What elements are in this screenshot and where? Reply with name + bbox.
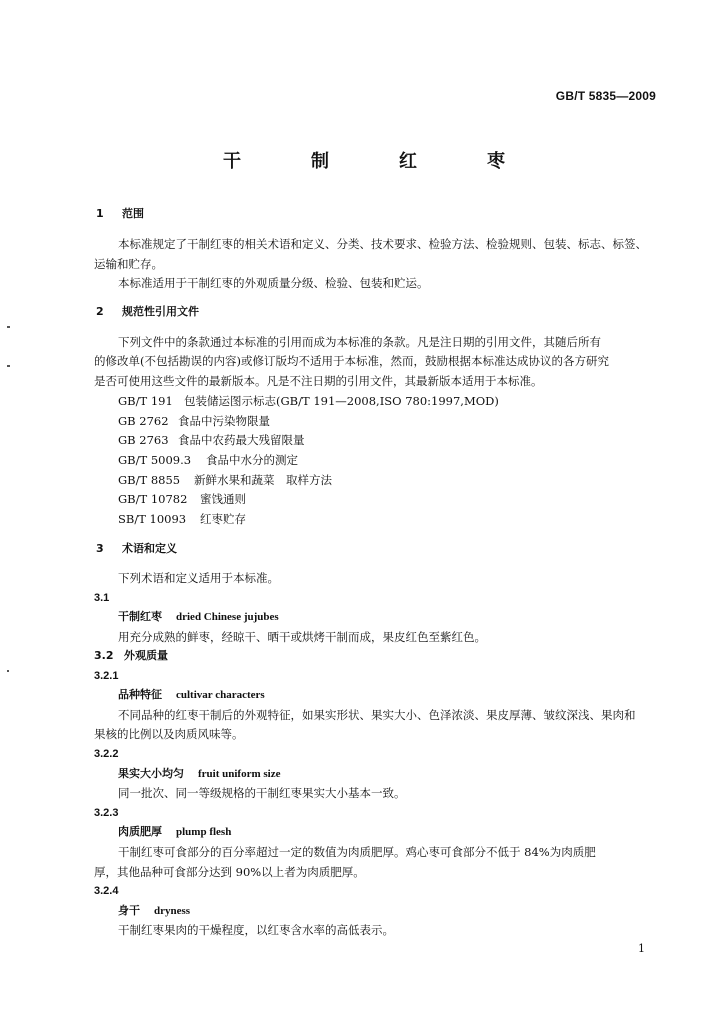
clause-3-2-1-definition-line-1: 不同品种的红枣干制后的外观特征，如果实形状、果实大小、色泽浓淡、果皮厚薄、皱纹深浅、果肉和 [118,708,636,722]
section-1-para-1-line-2: 运输和贮存。 [94,257,163,271]
clause-3-2-title: 外观质量 [124,649,168,662]
reference-item [118,491,246,507]
reference-title: 红枣贮存 [200,512,246,526]
clause-3-2-2-definition: 同一批次、同一等级规格的干制红枣果实大小基本一致。 [118,786,406,800]
reference-code: GB/T 8855 [118,473,181,487]
section-1-para-2: 本标准适用于干制红枣的外观质量分级、检验、包装和贮运。 [118,276,429,290]
term-english: dried Chinese jujubes [176,611,279,623]
standard-code: GB/T 5835—2009 [555,89,656,103]
clause-3-2-4-term [118,903,190,919]
reference-title: 蜜饯通则 [200,492,246,506]
reference-code: GB/T 10782 [118,492,188,506]
reference-code: GB 2762 [118,414,169,428]
reference-code: GB/T 5009.3 [118,453,192,467]
section-2-para-line-3: 是否可使用这些文件的最新版本。凡是不注日期的引用文件，其最新版本适用于本标准。 [94,374,543,388]
scan-mark [7,326,10,328]
reference-code: SB/T 10093 [118,512,187,526]
term-english: fruit uniform size [198,768,281,780]
section-1-title: 范围 [122,207,144,220]
reference-title: 食品中农药最大残留限量 [178,433,305,447]
section-2-heading [96,304,199,320]
clause-3-2-4-number: 3.2.4 [94,885,119,897]
reference-item [118,393,499,409]
section-2-para-line-2: 的修改单(不包括勘误的内容)或修订版均不适用于本标准，然而，鼓励根据本标准达成协议的各方研究 [94,354,609,368]
section-3-heading [96,541,177,557]
clause-3-2-2-number: 3.2.2 [94,748,119,760]
term-english: dryness [154,905,191,917]
clause-3-2-3-definition-line-2: 厚，其他品种可食部分达到 90%以上者为肉质肥厚。 [94,865,365,879]
clause-3-1-number: 3.1 [94,592,110,604]
term-english: cultivar characters [176,689,265,701]
clause-3-1-definition: 用充分成熟的鲜枣，经晾干、晒干或烘烤干制而成，果皮红色至紫红色。 [118,630,486,644]
section-3-title: 术语和定义 [122,542,177,555]
page-number: 1 [638,942,645,955]
reference-code: GB/T 191 [118,394,173,408]
clause-3-2-1-definition-line-2: 果核的比例以及肉质风味等。 [94,727,244,741]
term-chinese: 品种特征 [118,688,162,701]
document-title: 干 制 红 枣 [223,151,531,172]
clause-3-1-term [118,609,279,625]
section-2-title: 规范性引用文件 [122,305,199,318]
term-chinese: 肉质肥厚 [118,825,162,838]
section-2-number: 2 [96,305,104,318]
clause-3-2-3-definition-line-1: 干制红枣可食部分的百分率超过一定的数值为肉质肥厚。鸡心枣可食部分不低于 84%为肉质肥 [118,845,596,859]
section-1-heading [96,206,144,222]
clause-3-2-2-term [118,766,280,782]
clause-3-2-3-term [118,824,231,840]
scan-mark [7,365,10,367]
reference-item [118,432,305,448]
reference-title: 包装储运图示标志(GB/T 191—2008,ISO 780:1997,MOD) [184,394,499,408]
section-1-number: 1 [96,207,104,220]
clause-3-2-3-number: 3.2.3 [94,807,119,819]
reference-item [118,511,246,527]
reference-item [118,472,332,488]
section-2-para-line-1: 下列文件中的条款通过本标准的引用而成为本标准的条款。凡是注日期的引用文件，其随后所有 [118,335,601,349]
reference-title: 食品中水分的测定 [206,453,298,467]
reference-title: 食品中污染物限量 [178,414,270,428]
term-english: plump flesh [176,826,232,838]
reference-item [118,413,270,429]
clause-3-2-1-term [118,687,265,703]
reference-item [118,452,298,468]
term-chinese: 身干 [118,904,140,917]
clause-3-2-number: 3.2 [94,649,114,662]
reference-title: 新鲜水果和蔬菜 取样方法 [194,473,332,487]
section-1-para-1-line-1: 本标准规定了干制红枣的相关术语和定义、分类、技术要求、检验方法、检验规则、包装、标志、标签、 [118,237,647,251]
clause-3-2-1-number: 3.2.1 [94,670,119,682]
reference-code: GB 2763 [118,433,169,447]
section-3-number: 3 [96,542,104,555]
clause-3-2-heading [94,648,168,664]
term-chinese: 果实大小均匀 [118,767,184,780]
scan-mark [7,670,9,672]
term-chinese: 干制红枣 [118,610,162,623]
section-3-intro: 下列术语和定义适用于本标准。 [118,571,279,585]
clause-3-2-4-definition: 干制红枣果肉的干燥程度，以红枣含水率的高低表示。 [118,923,394,937]
